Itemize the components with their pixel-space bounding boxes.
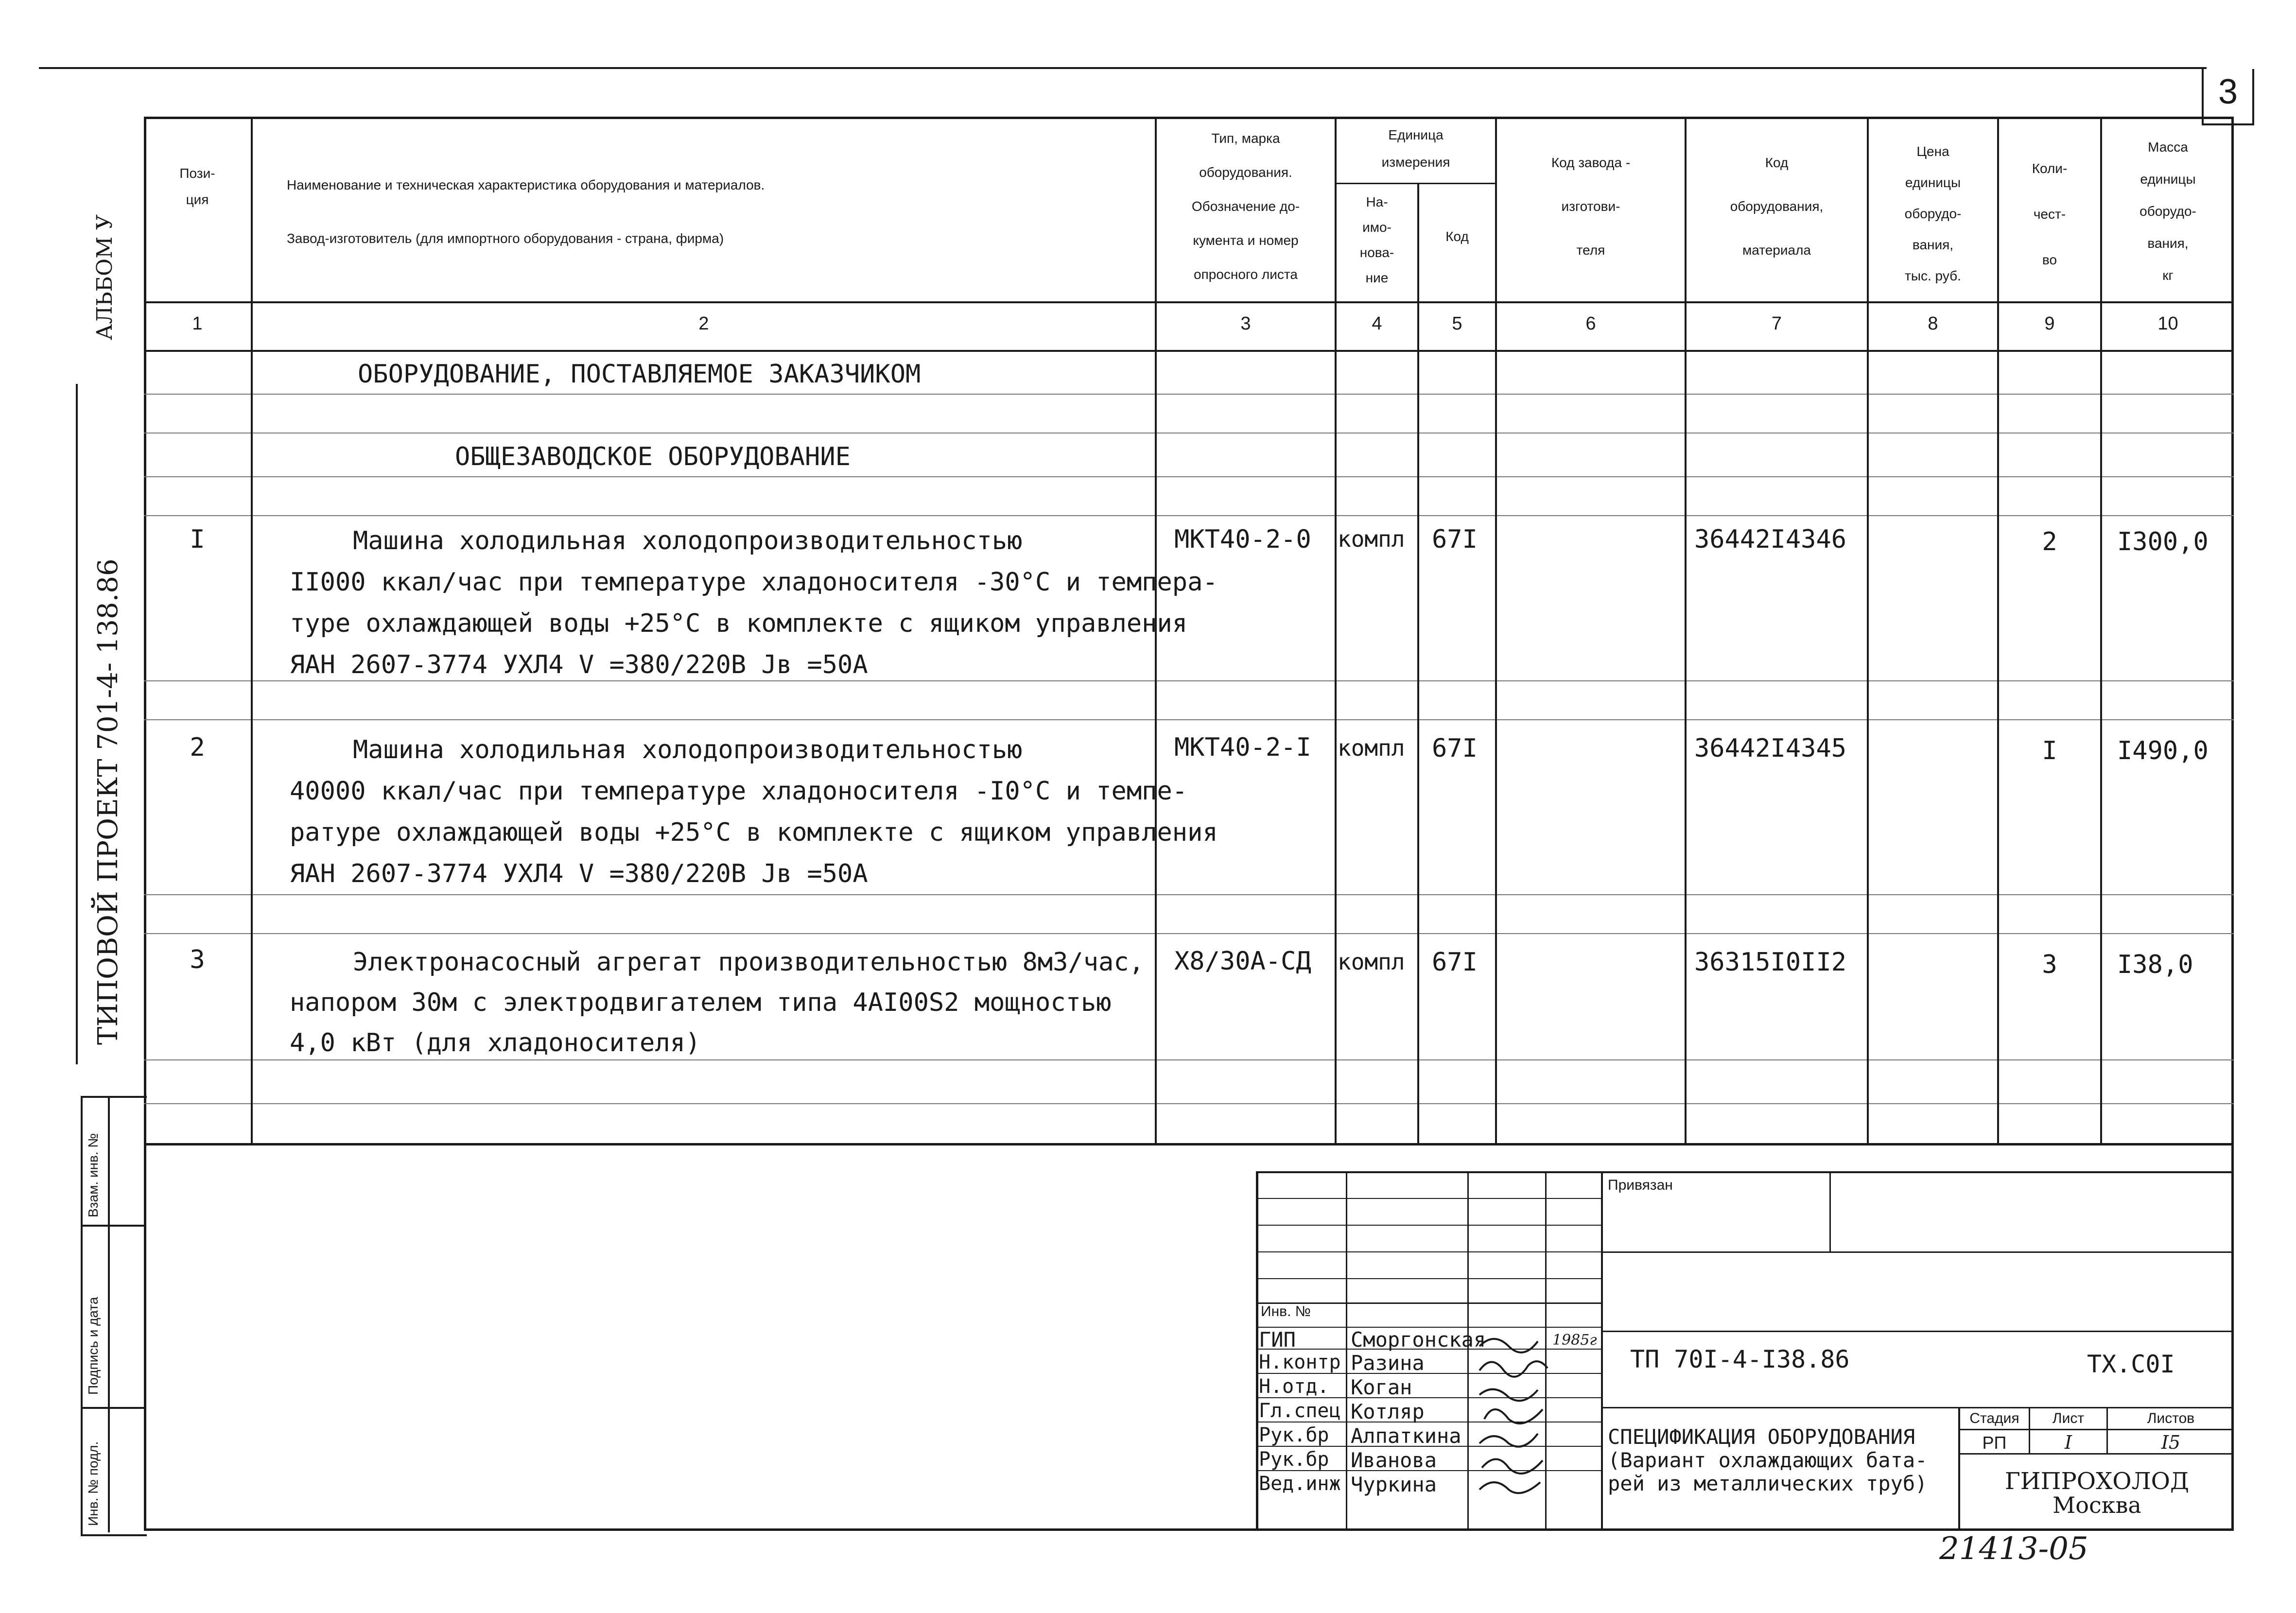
stage-value: РП xyxy=(1982,1433,2007,1453)
sheet-label: Лист xyxy=(2052,1410,2085,1426)
album-label: АЛЬБОМ У xyxy=(92,214,117,340)
top-rule xyxy=(39,67,2207,69)
spec-table xyxy=(144,117,2234,1147)
row1-mass: I300,0 xyxy=(2117,527,2209,556)
col-num-6: 6 xyxy=(1585,313,1596,334)
header-unit-name: На- имо- нова- ние xyxy=(1359,194,1394,285)
row2-code: 67I xyxy=(1432,734,1478,763)
role-2: Н.контр xyxy=(1259,1351,1341,1373)
row3-type: Х8/30А-СД xyxy=(1174,947,1311,976)
inv-no-label: Инв. № xyxy=(1261,1303,1311,1319)
title-line-2: (Вариант охлаждающих бата- xyxy=(1608,1448,1928,1472)
sheets-value: I5 xyxy=(2161,1432,2181,1453)
col-num-1: 1 xyxy=(192,313,203,334)
row2-mass: I490,0 xyxy=(2117,736,2209,765)
handwritten-number: 21413-05 xyxy=(1939,1531,2088,1567)
left-margin-rule xyxy=(76,384,78,1064)
col-num-3: 3 xyxy=(1240,313,1251,334)
margin-divider xyxy=(108,1096,110,1532)
row2-type: МКТ40-2-I xyxy=(1174,733,1311,762)
header-factory-code: Код завода - изготови- теля xyxy=(1551,155,1631,258)
project-label: ТИПОВОЙ ПРОЕКТ 701-4- 138.86 xyxy=(92,558,124,1045)
header-name: Наименование и техническая характеристика оборудования и материалов. Завод-изготовитель (для импортного оборудования - страна, фирма) xyxy=(287,177,765,246)
col-num-7: 7 xyxy=(1771,313,1782,334)
title-line-1: СПЕЦИФИКАЦИЯ ОБОРУДОВАНИЯ xyxy=(1608,1425,1915,1449)
row1-code: 67I xyxy=(1432,525,1478,554)
role-1: ГИП xyxy=(1259,1328,1296,1352)
name-3: Коган xyxy=(1351,1375,1412,1399)
row2-line3: ратуре охлаждающей воды +25°С в комплекте с ящиком управления xyxy=(290,818,1218,847)
margin-label-vzam: Взам. инв. № xyxy=(86,1133,101,1217)
stage-label: Стадия xyxy=(1969,1410,2019,1426)
header-mass: Масса единицы оборудо- вания, кг xyxy=(2139,139,2196,283)
row3-equip-code: 36315I0II2 xyxy=(1694,948,1847,977)
row3-line2: напором 30м с электродвигателем типа 4АI00S2 мощностью xyxy=(290,988,1112,1017)
row2-unit: компл xyxy=(1338,735,1405,761)
name-5: Алпаткина xyxy=(1351,1424,1461,1448)
header-unit-code: Код xyxy=(1445,229,1469,244)
section-title: ОБОРУДОВАНИЕ, ПОСТАВЛЯЕМОЕ ЗАКАЗЧИКОМ xyxy=(358,360,921,389)
row1-equip-code: 36442I4346 xyxy=(1694,525,1847,554)
header-price: Цена единицы оборудо- вания, тыс. руб. xyxy=(1904,144,1962,283)
row2-line4: ЯАН 2607-3774 УХЛ4 V =380/220В Jв =50А xyxy=(290,859,868,888)
doc-code: ТХ.С0I xyxy=(2087,1350,2175,1378)
row1-line3: туре охлаждающей воды +25°С в комплекте с ящиком управления xyxy=(290,609,1188,638)
col-num-8: 8 xyxy=(1928,313,1938,334)
row3-pos: 3 xyxy=(190,945,205,974)
row2-qty: I xyxy=(2042,736,2057,765)
signature-date: 1985г xyxy=(1552,1332,1597,1349)
signatures-graphic xyxy=(1470,1327,1601,1497)
title-line-3: рей из металлических труб) xyxy=(1608,1472,1928,1495)
row3-unit: компл xyxy=(1338,949,1405,975)
header-qty: Коли- чест- во xyxy=(2032,161,2068,267)
row3-line3: 4,0 кВт (для хладоносителя) xyxy=(290,1028,701,1058)
name-1: Сморгонская xyxy=(1351,1328,1486,1352)
role-3: Н.отд. xyxy=(1259,1375,1329,1398)
row1-qty: 2 xyxy=(2042,527,2057,556)
margin-label-inv: Инв. № подл. xyxy=(86,1441,101,1526)
row1-unit: компл xyxy=(1338,526,1405,552)
col-num-5: 5 xyxy=(1452,313,1462,334)
row2-line1: Машина холодильная холодопроизводительностью xyxy=(353,735,1023,764)
name-6: Иванова xyxy=(1351,1448,1437,1472)
row3-qty: 3 xyxy=(2042,950,2057,979)
row1-line2: II000 ккал/час при температуре хладоносителя -30°С и темпера- xyxy=(290,568,1218,597)
role-7: Вед.инж xyxy=(1259,1473,1341,1495)
row2-equip-code: 36442I4345 xyxy=(1694,734,1847,763)
page-number: 3 xyxy=(2218,72,2238,111)
name-4: Котляр xyxy=(1351,1400,1425,1423)
header-type: Тип, марка оборудования. Обозначение до- кумента и номер опросного листа xyxy=(1191,131,1300,282)
title-block xyxy=(1256,1171,2234,1531)
sheet-value: I xyxy=(2064,1432,2072,1453)
col-num-10: 10 xyxy=(2157,313,2178,334)
doc-number: ТП 70I-4-I38.86 xyxy=(1630,1345,1850,1373)
name-7: Чуркина xyxy=(1351,1473,1437,1496)
row1-line4: ЯАН 2607-3774 УХЛ4 V =380/220В Jв =50А xyxy=(290,650,868,679)
row3-mass: I38,0 xyxy=(2117,950,2193,979)
name-2: Разина xyxy=(1351,1351,1425,1375)
role-6: Рук.бр xyxy=(1259,1448,1329,1471)
row3-line1: Электронасосный агрегат производительностью 8м3/час, xyxy=(353,948,1144,977)
privyazan-label: Привязан xyxy=(1608,1177,1673,1193)
row2-line2: 40000 ккал/час при температуре хладоносителя -I0°С и темпе- xyxy=(290,777,1188,806)
sheets-label: Листов xyxy=(2147,1410,2195,1426)
row3-code: 67I xyxy=(1432,948,1478,977)
role-5: Рук.бр xyxy=(1259,1424,1329,1446)
row2-pos: 2 xyxy=(190,733,205,762)
subsection-title: ОБЩЕЗАВОДСКОЕ ОБОРУДОВАНИЕ xyxy=(455,442,851,471)
col-num-9: 9 xyxy=(2044,313,2055,334)
row1-pos: I xyxy=(190,525,205,554)
row1-type: МКТ40-2-0 xyxy=(1174,525,1311,554)
header-pos: Пози- ция xyxy=(179,166,215,207)
org-name: ГИПРОХОЛОД xyxy=(2004,1468,2190,1495)
margin-label-podpis: Подпись и дата xyxy=(86,1297,101,1395)
margin-sep-1 xyxy=(81,1225,145,1227)
margin-sep-2 xyxy=(81,1407,145,1409)
role-4: Гл.спец xyxy=(1259,1400,1341,1422)
header-unit-group: Единица измерения xyxy=(1381,127,1450,170)
row1-line1: Машина холодильная холодопроизводительностью xyxy=(353,526,1023,555)
header-equip-code: Код оборудования, материала xyxy=(1730,155,1824,258)
col-num-4: 4 xyxy=(1372,313,1382,334)
col-num-2: 2 xyxy=(698,313,709,334)
org-city: Москва xyxy=(2052,1492,2141,1518)
